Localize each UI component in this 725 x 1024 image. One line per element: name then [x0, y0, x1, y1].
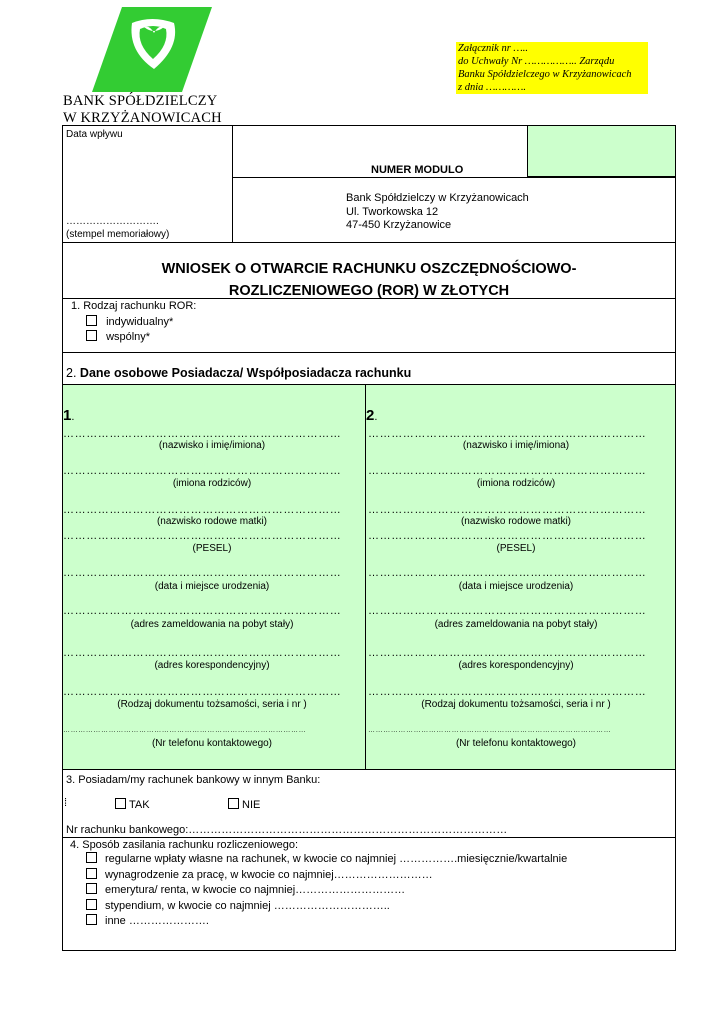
funding-option-3: stypendium, w kwocie co najmniej ………………………….. — [86, 899, 390, 912]
holder-1-number: 1. — [63, 407, 75, 424]
annex-note: Załącznik nr ….. do Uchwały Nr …………….. Zarządu Banku Spółdzielczego w Krzyżanowicach z dnia …………. — [456, 42, 648, 94]
field-caption-1-3: (PESEL) — [192, 543, 232, 554]
field-caption-2-1: (imiona rodziców) — [476, 478, 556, 489]
form-title: WNIOSEK O OTWARCIE RACHUNKU OSZCZĘDNOŚCIOWO- ROZLICZENIOWEGO (ROR) W ZŁOTYCH — [161, 261, 577, 299]
bank-address: Bank Spółdzielczy w Krzyżanowicach Ul. Tworkowska 12 47-450 Krzyżanowice — [346, 192, 529, 231]
funding-option-4: inne …………………. — [86, 914, 209, 927]
joint-checkbox[interactable] — [86, 330, 97, 341]
receipt-date-label: Data wpływu — [66, 129, 123, 140]
field-caption-1-1: (imiona rodziców) — [172, 478, 252, 489]
field-input-1-7[interactable]: ……………………………………………………………… — [63, 686, 342, 698]
field-input-2-5[interactable]: ……………………………………………………………… — [368, 605, 647, 617]
field-caption-2-0: (nazwisko i imię/imiona) — [462, 440, 570, 451]
field-input-1-2[interactable]: ……………………………………………………………… — [63, 504, 342, 516]
option-joint: wspólny* — [86, 330, 150, 343]
no-checkbox[interactable] — [228, 798, 239, 809]
field-input-2-7[interactable]: ……………………………………………………………… — [368, 686, 647, 698]
other-bank-marker: ⁞ — [64, 797, 68, 809]
bank-name: BANK SPÓŁDZIELCZY W KRZYŻANOWICACH — [63, 93, 222, 126]
yes-checkbox[interactable] — [115, 798, 126, 809]
funding-checkbox-3[interactable] — [86, 899, 97, 910]
field-input-2-0[interactable]: ……………………………………………………………… — [368, 428, 647, 440]
module-number-input[interactable] — [527, 125, 676, 177]
field-input-1-8[interactable]: …………………………………………………………………………………… — [63, 727, 307, 734]
field-input-2-4[interactable]: ……………………………………………………………… — [368, 567, 647, 579]
holder-2-number: 2. — [366, 407, 378, 424]
field-input-2-6[interactable]: ……………………………………………………………… — [368, 647, 647, 659]
account-type-label: 1. Rodzaj rachunku ROR: — [71, 300, 197, 312]
field-caption-2-2: (nazwisko rodowe matki) — [460, 516, 572, 527]
header-bottom-line — [62, 242, 676, 243]
module-number-label: NUMER MODULO — [371, 164, 464, 176]
funding-checkbox-2[interactable] — [86, 883, 97, 894]
other-bank-label: 3. Posiadam/my rachunek bankowy w innym Banku: — [66, 774, 321, 786]
header-line — [232, 177, 676, 178]
field-input-1-1[interactable]: ……………………………………………………………… — [63, 465, 342, 477]
section3-bottom-line — [62, 837, 676, 838]
field-caption-1-8: (Nr telefonu kontaktowego) — [151, 738, 273, 749]
field-caption-2-5: (adres zameldowania na pobyt stały) — [434, 619, 598, 630]
title-bottom-line — [62, 298, 676, 299]
funding-checkbox-4[interactable] — [86, 914, 97, 925]
field-caption-1-6: (adres korespondencyjny) — [154, 660, 270, 671]
field-input-1-6[interactable]: ……………………………………………………………… — [63, 647, 342, 659]
funding-option-1: wynagrodzenie za pracę, w kwocie co najmniej……………………… — [86, 868, 433, 881]
field-caption-1-2: (nazwisko rodowe matki) — [156, 516, 268, 527]
field-caption-1-0: (nazwisko i imię/imiona) — [158, 440, 266, 451]
field-caption-1-5: (adres zameldowania na pobyt stały) — [130, 619, 294, 630]
field-input-2-1[interactable]: ……………………………………………………………… — [368, 465, 647, 477]
receipt-dots: ………………………. — [66, 216, 159, 227]
bank-logo — [92, 7, 212, 92]
field-input-1-3[interactable]: ……………………………………………………………… — [63, 530, 342, 542]
field-input-1-4[interactable]: ……………………………………………………………… — [63, 567, 342, 579]
field-caption-1-7: (Rodzaj dokumentu tożsamości, seria i nr ) — [117, 699, 307, 710]
funding-option-0: regularne wpłaty własne na rachunek, w kwocie co najmniej …………….miesięcznie/kwartalnie — [86, 852, 567, 865]
field-caption-2-7: (Rodzaj dokumentu tożsamości, seria i nr ) — [421, 699, 611, 710]
account-number-field[interactable]: Nr rachunku bankowego:…………………………………………………………………………… — [66, 824, 508, 836]
field-caption-2-3: (PESEL) — [496, 543, 536, 554]
field-input-2-2[interactable]: ……………………………………………………………… — [368, 504, 647, 516]
personal-data-heading: 2. Dane osobowe Posiadacza/ Współposiadacza rachunku — [66, 366, 412, 380]
funding-checkbox-0[interactable] — [86, 852, 97, 863]
field-input-1-5[interactable]: ……………………………………………………………… — [63, 605, 342, 617]
columns-divider — [365, 384, 366, 770]
funding-checkbox-1[interactable] — [86, 868, 97, 879]
field-caption-2-4: (data i miejsce urodzenia) — [458, 581, 574, 592]
stamp-label: (stempel memoriałowy) — [66, 229, 170, 240]
section1-bottom-line — [62, 352, 676, 353]
option-yes: TAK — [115, 798, 150, 811]
field-input-2-8[interactable]: …………………………………………………………………………………… — [368, 727, 612, 734]
field-caption-1-4: (data i miejsce urodzenia) — [154, 581, 270, 592]
field-caption-2-8: (Nr telefonu kontaktowego) — [455, 738, 577, 749]
field-input-2-3[interactable]: ……………………………………………………………… — [368, 530, 647, 542]
header-divider — [232, 125, 233, 242]
field-input-1-0[interactable]: ……………………………………………………………… — [63, 428, 342, 440]
option-no: NIE — [228, 798, 260, 811]
funding-label: 4. Sposób zasilania rachunku rozliczeniowego: — [70, 839, 299, 851]
option-individual: indywidualny* — [86, 315, 173, 328]
individual-checkbox[interactable] — [86, 315, 97, 326]
field-caption-2-6: (adres korespondencyjny) — [458, 660, 574, 671]
funding-option-2: emerytura/ renta, w kwocie co najmniej………………………… — [86, 883, 405, 896]
